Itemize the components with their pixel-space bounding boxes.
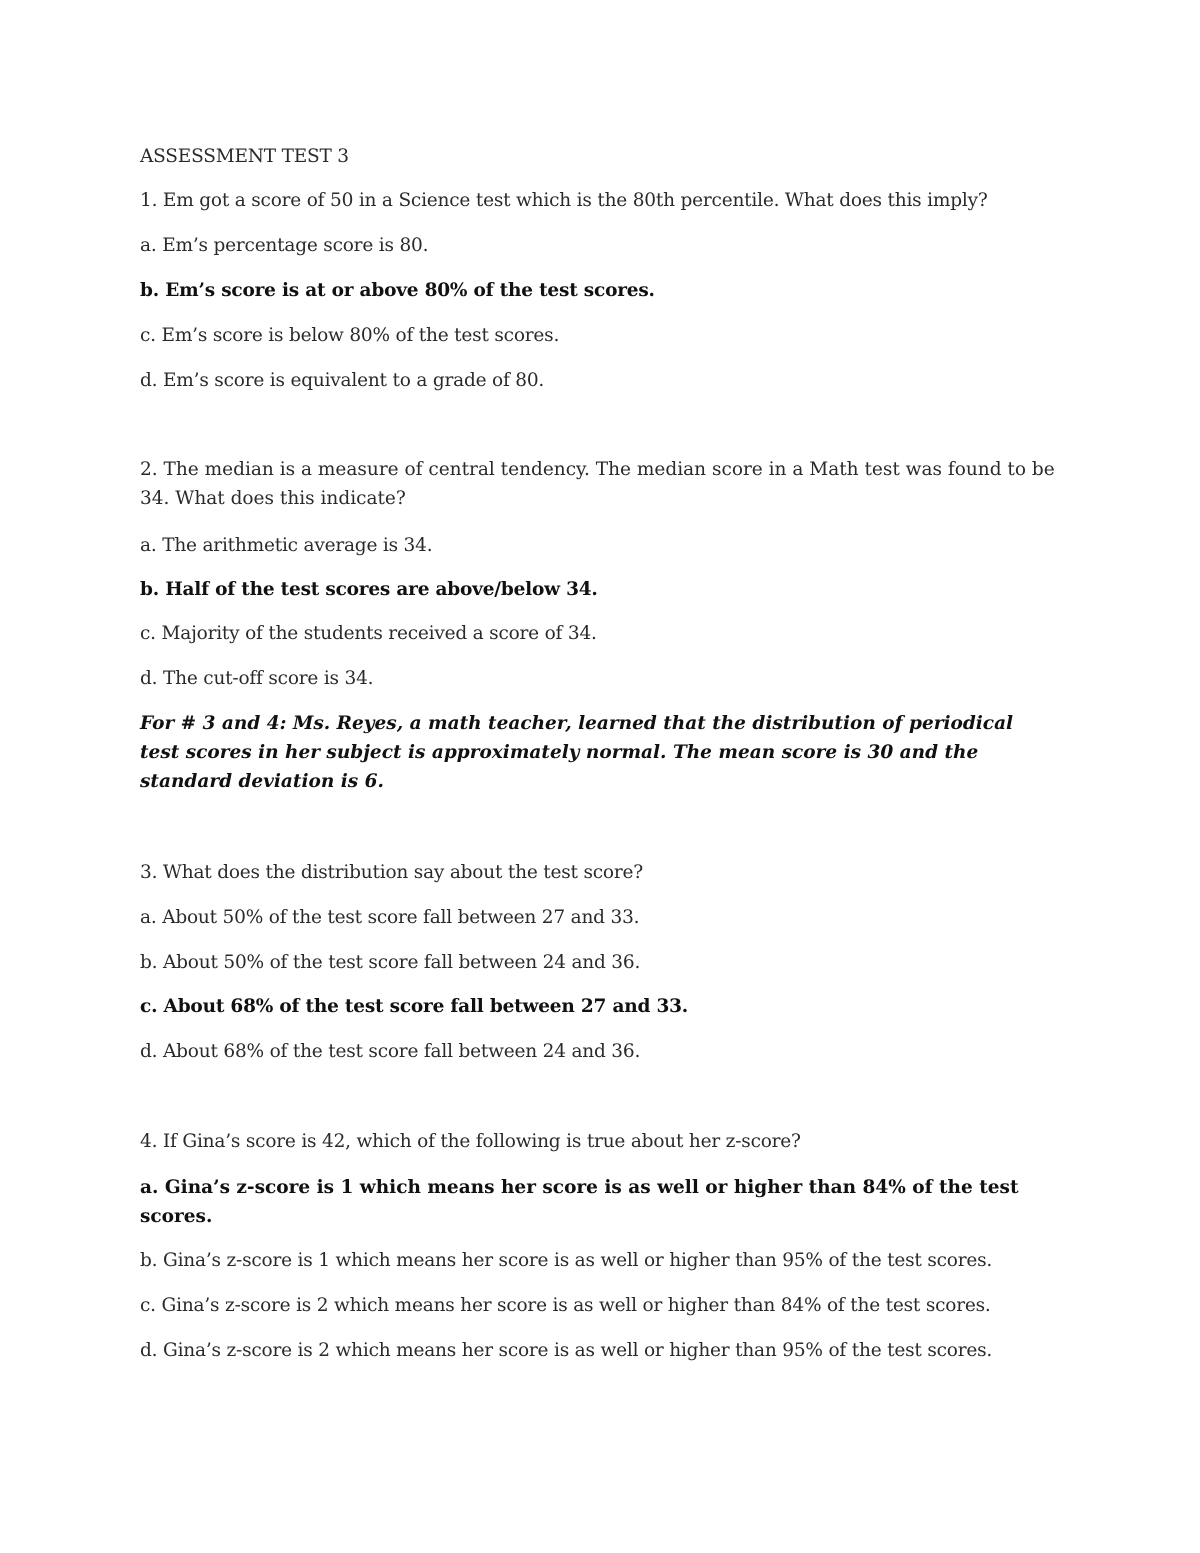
question-3-text: 3. What does the distribution say about the test score? <box>140 862 643 883</box>
question-1-text: 1. Em got a score of 50 in a Science test which is the 80th percentile. What does this imply? <box>140 190 988 211</box>
question-3-option-c-answer: c. About 68% of the test score fall between 27 and 33. <box>140 996 689 1017</box>
question-3-option-b: b. About 50% of the test score fall between 24 and 36. <box>140 952 641 973</box>
question-1-option-a: a. Em’s percentage score is 80. <box>140 235 429 256</box>
question-4-text: 4. If Gina’s score is 42, which of the following is true about her z-score? <box>140 1131 801 1152</box>
question-2-option-d: d. The cut-off score is 34. <box>140 668 374 689</box>
question-4-option-a-answer: a. Gina’s z-score is 1 which means her score is as well or higher than 84% of the test scores. <box>140 1177 1019 1227</box>
question-4-option-d: d. Gina’s z-score is 2 which means her score is as well or higher than 95% of the test scores. <box>140 1340 993 1361</box>
question-2-option-b-answer: b. Half of the test scores are above/below 34. <box>140 579 598 600</box>
question-4-option-b: b. Gina’s z-score is 1 which means her score is as well or higher than 95% of the test scores. <box>140 1250 993 1271</box>
question-1-option-b-answer: b. Em’s score is at or above 80% of the test scores. <box>140 280 655 301</box>
question-1-option-d: d. Em’s score is equivalent to a grade of 80. <box>140 370 545 391</box>
question-2-text: 2. The median is a measure of central tendency. The median score in a Math test was found to be 34. What does this indicate? <box>140 459 1055 509</box>
question-3-option-a: a. About 50% of the test score fall between 27 and 33. <box>140 907 640 928</box>
document-title: ASSESSMENT TEST 3 <box>140 146 349 167</box>
instruction-note: For # 3 and 4: Ms. Reyes, a math teacher, learned that the distribution of periodical test scores in her subject is approximately normal. The mean score is 30 and the standard deviation is 6. <box>140 713 1014 792</box>
question-4-option-c: c. Gina’s z-score is 2 which means her score is as well or higher than 84% of the test scores. <box>140 1295 991 1316</box>
question-2-option-c: c. Majority of the students received a score of 34. <box>140 623 597 644</box>
question-2-option-a: a. The arithmetic average is 34. <box>140 535 433 556</box>
question-3-option-d: d. About 68% of the test score fall between 24 and 36. <box>140 1041 641 1062</box>
question-1-option-c: c. Em’s score is below 80% of the test scores. <box>140 325 560 346</box>
